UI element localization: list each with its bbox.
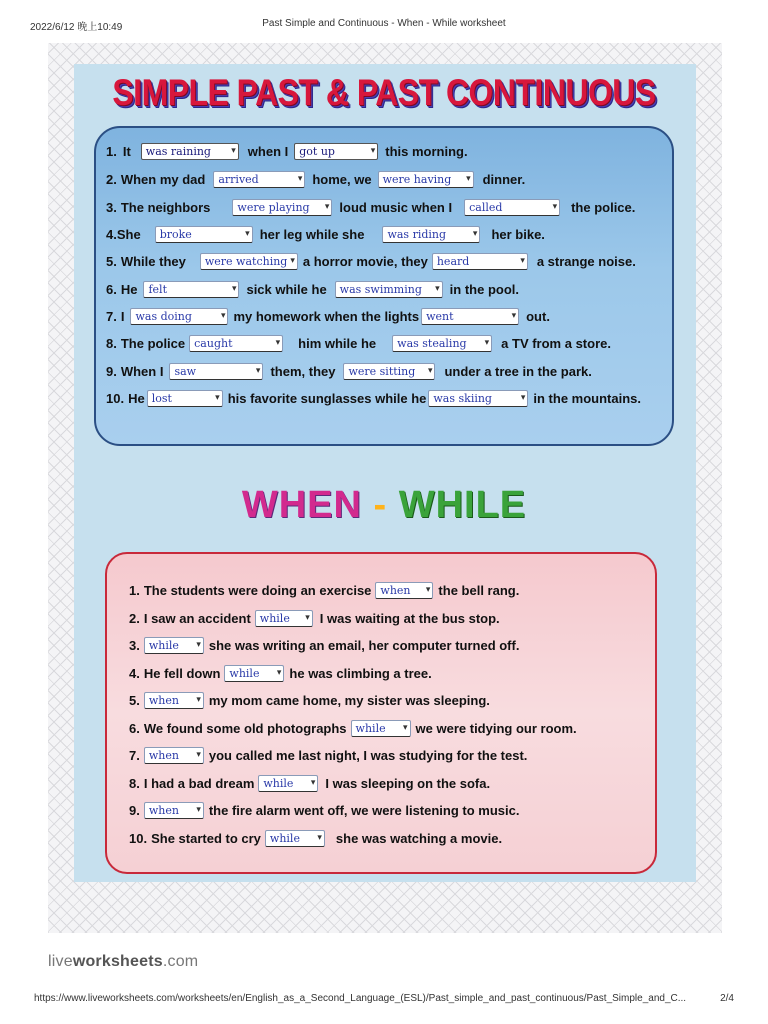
sentence-part: a horror movie, they <box>302 253 428 269</box>
sentence-part: in the pool. <box>449 281 519 297</box>
sentence-part: sick while he <box>246 281 327 297</box>
chevron-down-icon: ▾ <box>403 722 408 733</box>
answer-dropdown[interactable]: caught ▾ <box>189 335 283 352</box>
sentence-part: dinner. <box>482 171 526 187</box>
chevron-down-icon: ▾ <box>466 173 471 184</box>
chevron-down-icon: ▾ <box>435 283 440 294</box>
sentence-part: he was climbing a tree. <box>289 665 432 681</box>
title-dash: - <box>361 484 399 526</box>
sentence-part: When I <box>120 363 164 379</box>
sentence-part: I <box>120 308 125 324</box>
exercise-row <box>106 197 635 217</box>
when-while-title <box>0 484 768 527</box>
sentence-part: The students were doing an exercise <box>143 582 372 598</box>
sentence-part: his favorite sunglasses while he <box>227 390 427 406</box>
when-while-exercise-box <box>105 552 657 874</box>
sentence-part: she was writing an email, her computer turned off. <box>208 637 520 653</box>
answer-dropdown[interactable]: were watching ▾ <box>200 253 298 270</box>
sentence-part: home, we <box>312 171 372 187</box>
chevron-down-icon: ▾ <box>425 584 431 595</box>
print-footer <box>0 993 768 1007</box>
item-number: 1. <box>129 582 140 598</box>
answer-dropdown[interactable]: when ▾ <box>144 692 204 709</box>
sentence-part: the police. <box>571 199 636 215</box>
chevron-down-icon: ▾ <box>196 749 201 760</box>
sentence-part: He fell down <box>143 665 221 681</box>
sentence-part: you called me last night, I was studying for the test. <box>208 747 528 763</box>
exercise-row <box>106 279 519 299</box>
sentence-part: this morning. <box>385 143 468 159</box>
chevron-down-icon: ▾ <box>484 337 490 348</box>
item-number: 8. <box>129 775 140 791</box>
item-number: 9. <box>129 802 140 818</box>
sentence-part: him while he <box>298 335 377 351</box>
sentence-part: He <box>128 390 145 406</box>
exercise-row <box>106 141 468 161</box>
exercise-row <box>129 663 432 683</box>
answer-dropdown[interactable]: was raining ▾ <box>141 143 239 160</box>
sentence-part: I was waiting at the bus stop. <box>319 610 500 626</box>
sentence-part: I saw an accident <box>143 610 251 626</box>
exercise-row <box>129 690 490 710</box>
chevron-down-icon: ▾ <box>324 201 330 212</box>
chevron-down-icon: ▾ <box>511 310 517 321</box>
item-number: 7. <box>106 308 117 324</box>
sentence-part: under a tree in the park. <box>444 363 592 379</box>
answer-dropdown[interactable]: was swimming ▾ <box>335 281 443 298</box>
item-number: 7. <box>129 747 140 763</box>
chevron-down-icon: ▾ <box>275 337 281 348</box>
sentence-part: While they <box>120 253 186 269</box>
sentence-part: a TV from a store. <box>501 335 611 351</box>
chevron-down-icon: ▾ <box>305 612 310 623</box>
item-number: 8. <box>106 335 117 351</box>
answer-dropdown[interactable]: while ▾ <box>224 665 284 682</box>
answer-dropdown[interactable]: while ▾ <box>351 720 411 737</box>
item-number: 4. <box>129 665 140 681</box>
sentence-part: we were tidying our room. <box>415 720 577 736</box>
chevron-down-icon: ▾ <box>196 639 201 650</box>
answer-dropdown[interactable]: broke ▾ <box>155 226 253 243</box>
exercise-row <box>106 306 550 326</box>
chevron-down-icon: ▾ <box>370 145 376 156</box>
item-number: 9. <box>106 363 117 379</box>
answer-dropdown[interactable]: were having ▾ <box>378 171 474 188</box>
exercise-row <box>129 635 519 655</box>
answer-dropdown[interactable]: while ▾ <box>144 637 204 654</box>
chevron-down-icon: ▾ <box>310 777 316 788</box>
exercise-row <box>129 828 502 848</box>
chevron-down-icon: ▾ <box>276 667 282 678</box>
exercise-row <box>129 745 527 765</box>
answer-dropdown[interactable]: saw ▾ <box>169 363 263 380</box>
print-header <box>0 18 768 32</box>
item-number: 5. <box>106 253 117 269</box>
exercise-row <box>106 224 545 244</box>
answer-dropdown[interactable]: was doing ▾ <box>130 308 228 325</box>
answer-dropdown[interactable]: was riding ▾ <box>382 226 480 243</box>
exercise-row <box>106 333 611 353</box>
sentence-part: The police <box>120 335 186 351</box>
exercise-row <box>106 251 636 271</box>
answer-dropdown[interactable]: was stealing ▾ <box>392 335 492 352</box>
item-number: 10. <box>129 830 148 846</box>
sentence-part: the fire alarm went off, we were listening to music. <box>208 802 520 818</box>
chevron-down-icon: ▾ <box>245 228 250 239</box>
sentence-part: in the mountains. <box>533 390 642 406</box>
sentence-part: I was sleeping on the sofa. <box>325 775 491 791</box>
answer-dropdown[interactable]: called ▾ <box>464 199 560 216</box>
print-title: Past Simple and Continuous - When - While worksheet <box>262 18 506 29</box>
sentence-part: her leg while she <box>259 226 365 242</box>
answer-dropdown[interactable]: was skiing ▾ <box>428 390 528 407</box>
chevron-down-icon: ▾ <box>472 228 478 239</box>
item-number: 2. <box>129 610 140 626</box>
exercise-row <box>106 361 592 381</box>
answer-dropdown[interactable]: while ▾ <box>258 775 318 792</box>
answer-dropdown[interactable]: were playing ▾ <box>232 199 332 216</box>
item-number: 3. <box>129 637 140 653</box>
answer-dropdown[interactable]: lost ▾ <box>147 390 223 407</box>
item-number: 5. <box>129 692 140 708</box>
item-number: 1. <box>106 143 117 159</box>
sentence-part: the bell rang. <box>438 582 520 598</box>
sentence-part: my mom came home, my sister was sleeping. <box>208 692 490 708</box>
sentence-part: The neighbors <box>120 199 211 215</box>
chevron-down-icon: ▾ <box>231 283 237 294</box>
chevron-down-icon: ▾ <box>196 804 201 815</box>
exercise-row <box>129 580 519 600</box>
chevron-down-icon: ▾ <box>520 255 525 266</box>
sentence-part: when I <box>247 143 289 159</box>
chevron-down-icon: ▾ <box>427 365 433 376</box>
answer-dropdown[interactable]: while ▾ <box>255 610 313 627</box>
sentence-part: loud music when I <box>339 199 453 215</box>
sentence-part: out. <box>526 308 550 324</box>
exercise-row <box>106 388 641 408</box>
sentence-part: a strange noise. <box>536 253 636 269</box>
answer-dropdown[interactable]: when ▾ <box>144 802 204 819</box>
chevron-down-icon: ▾ <box>552 201 558 212</box>
answer-dropdown[interactable]: while ▾ <box>265 830 325 847</box>
chevron-down-icon: ▾ <box>231 145 236 156</box>
exercise-row <box>106 169 525 189</box>
answer-dropdown[interactable]: were sitting ▾ <box>343 363 435 380</box>
chevron-down-icon: ▾ <box>290 255 295 266</box>
sentence-part: her bike. <box>491 226 545 242</box>
answer-dropdown[interactable]: got up ▾ <box>294 143 378 160</box>
sentence-part: them, they <box>270 363 336 379</box>
exercise-row <box>129 800 519 820</box>
sentence-part: We found some old photographs <box>143 720 347 736</box>
answer-dropdown[interactable]: felt ▾ <box>143 281 239 298</box>
exercise-row <box>129 608 500 628</box>
page-url: https://www.liveworksheets.com/worksheets/en/English_as_a_Second_Language_(ESL)/Past_simple_and_past_continuous/Past_Simple_and_C... <box>34 993 687 1004</box>
answer-dropdown[interactable]: heard ▾ <box>432 253 528 270</box>
chevron-down-icon: ▾ <box>297 173 303 184</box>
chevron-down-icon: ▾ <box>255 365 261 376</box>
worksheet-title: SIMPLE PAST & PAST CONTINUOUS <box>112 72 656 113</box>
sentence-part: my homework when the lights <box>233 308 420 324</box>
print-datetime: 2022/6/12 晚上10:49 <box>30 22 123 33</box>
item-number: 2. <box>106 171 117 187</box>
answer-dropdown[interactable]: when ▾ <box>144 747 204 764</box>
item-number: 4. <box>106 226 117 242</box>
chevron-down-icon: ▾ <box>520 392 526 403</box>
item-number: 10. <box>106 390 125 406</box>
exercise-row <box>129 773 490 793</box>
item-number: 6. <box>129 720 140 736</box>
sentence-part: she was watching a movie. <box>335 830 503 846</box>
chevron-down-icon: ▾ <box>215 392 220 403</box>
sentence-part: He <box>120 281 138 297</box>
answer-dropdown[interactable]: went ▾ <box>421 308 519 325</box>
sentence-part: She started to cry <box>151 830 261 846</box>
exercise-row <box>129 718 577 738</box>
sentence-part: She <box>116 226 141 242</box>
sentence-part: When my dad <box>120 171 206 187</box>
liveworksheets-logo: liveworksheets.com <box>48 953 199 970</box>
item-number: 3. <box>106 199 117 215</box>
item-number: 6. <box>106 281 117 297</box>
page-number: 2/4 <box>720 993 734 1004</box>
while-title-word: WHILE <box>398 484 527 526</box>
sentence-part: I had a bad dream <box>143 775 255 791</box>
answer-dropdown[interactable]: when ▾ <box>375 582 433 599</box>
answer-dropdown[interactable]: arrived ▾ <box>213 171 305 188</box>
chevron-down-icon: ▾ <box>317 832 322 843</box>
sentence-part: It <box>122 143 131 159</box>
chevron-down-icon: ▾ <box>220 310 226 321</box>
when-title-word: WHEN <box>241 484 362 526</box>
chevron-down-icon: ▾ <box>196 694 201 705</box>
